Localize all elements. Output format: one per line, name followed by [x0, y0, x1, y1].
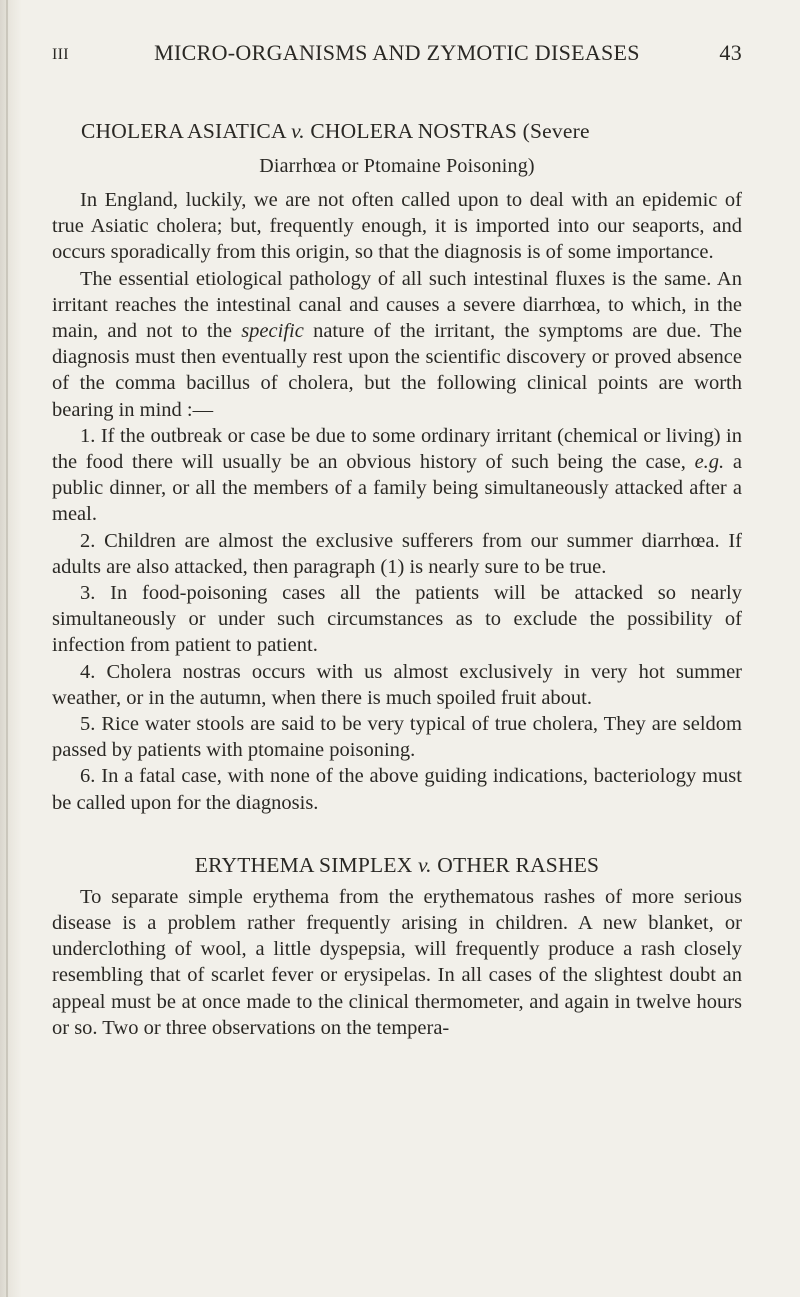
heading2-text-b: OTHER RASHES — [431, 852, 600, 877]
paragraph-pathology — [52, 266, 742, 423]
section-heading-cholera — [52, 116, 742, 181]
list-item-1 — [52, 423, 742, 528]
item1-text-a: 1. If the outbreak or case be due to some ordinary irritant (chemical or living) in the food there will usually be an obvious history of such being the case, — [52, 424, 742, 474]
list-item-4: 4. Cholera nostras occurs with us almost exclusively in very hot summer weather, or in the autumn, when there is much spoiled fruit about. — [52, 660, 742, 709]
heading-versus: v. — [291, 119, 305, 143]
list-item-2: 2. Children are almost the exclusive sufferers from our summer diarrhœa. If adults are also attacked, then paragraph (1) is nearly sure to be true. — [52, 529, 742, 578]
chapter-number: III — [52, 46, 69, 63]
heading2-text-a: ERYTHEMA SIMPLEX — [194, 852, 418, 877]
pathology-text-b: nature of the irritant, the symptoms are due. The diagnosis must then eventually rest upon the scientific discovery or proved absence of the comma bacillus of cholera, but the following clinical points are worth bearing in mind :— — [52, 320, 742, 421]
item1-text-b: a public dinner, or all the members of a family being simultaneously attacked after a meal. — [52, 451, 742, 526]
pathology-emphasis: specific — [241, 320, 304, 343]
list-item-5: 5. Rice water stools are said to be very typical of true cholera, They are seldom passed by patients with ptomaine poisoning. — [52, 713, 742, 762]
pathology-text-a: The essential etiological pathology of all such intestinal fluxes is the same. An irritant reaches the intestinal canal and causes a severe diarrhœa, to which, in the main, and not to the — [52, 267, 742, 343]
book-page — [52, 40, 742, 1041]
item1-emphasis: e.g. — [694, 451, 725, 474]
heading-line-2: Diarrhœa or Ptomaine Poisoning) — [259, 155, 535, 177]
section-heading-erythema — [52, 850, 742, 880]
running-title: MICRO-ORGANISMS AND ZYMOTIC DISEASES — [154, 40, 640, 65]
heading-line-1 — [52, 116, 742, 146]
book-gutter — [0, 0, 22, 1297]
heading2-versus: v. — [418, 852, 432, 877]
list-item-6: 6. In a fatal case, with none of the above guiding indications, bacteriology must be called upon for the diagnosis. — [52, 765, 742, 814]
heading-text-a: CHOLERA ASIATICA — [81, 119, 292, 143]
paragraph-intro: In England, luckily, we are not often called upon to deal with an epidemic of true Asiatic cholera; but, frequently enough, it is imported into our seaports, and occurs sporadically from this origin, so that the diagnosis is of some importance. — [52, 189, 742, 264]
page-number: 43 — [719, 40, 742, 65]
list-item-3: 3. In food-poisoning cases all the patients will be attacked so nearly simultaneously or under such circumstances as to exclude the possibility of infection from patient to patient. — [52, 582, 742, 657]
running-head — [52, 40, 742, 76]
paragraph-erythema: To separate simple erythema from the erythematous rashes of more serious disease is a problem rather frequently arising in children. A new blanket, or underclothing of wool, a little dyspepsia, will frequently produce a rash closely resembling that of scarlet fever or erysipelas. In all cases of the slightest doubt an appeal must be at once made to the clinical thermometer, and again in twelve hours or so. Two or three observations on the tempera- — [52, 885, 742, 1039]
heading-text-b: CHOLERA NOSTRAS (Severe — [304, 119, 590, 143]
gutter-shadow — [6, 0, 8, 1297]
